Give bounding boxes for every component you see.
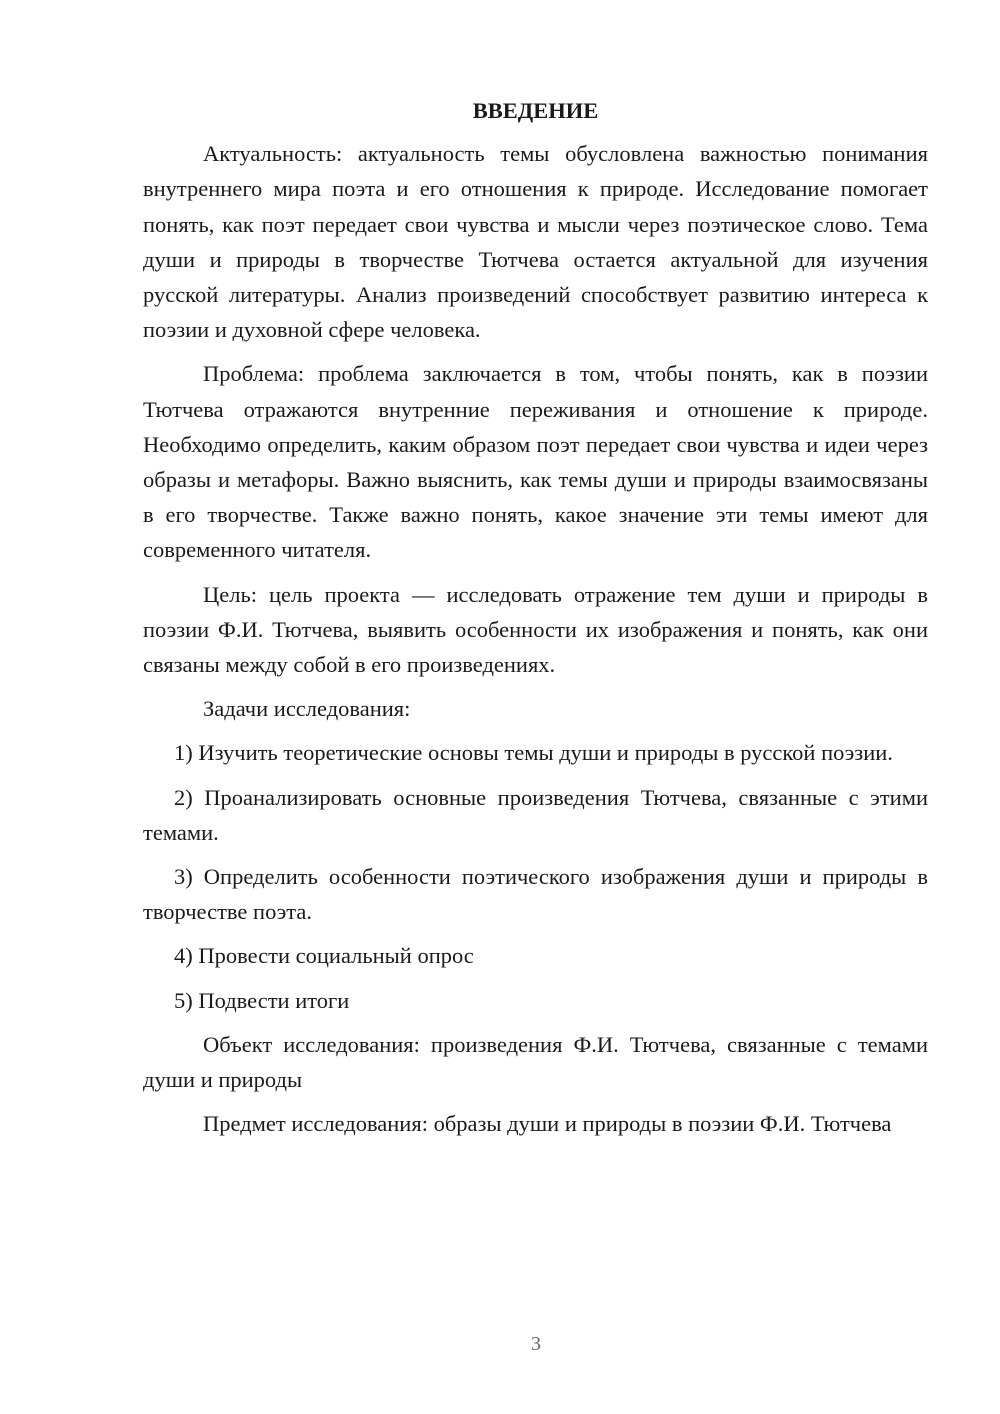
paragraph-subject: Предмет исследования: образы души и природы в поэзии Ф.И. Тютчева [203,1111,892,1137]
paragraph-problem: Проблема: проблема заключается в том, чтобы понять, как в поэзии Тютчева отражаются внутренние переживания и отношение к природе. Необходимо определить, каким образом поэт передает свои чувства и идеи через образы и метафоры. Важно выяснить, как темы души и природы взаимосвязаны в его творчестве. Также важно понять, какое значение эти темы имеют для современного читателя. [143,361,928,563]
paragraph-tasks-heading: Задачи исследования: [203,696,411,722]
page-number: 3 [531,1333,541,1355]
task-item-1: 1) Изучить теоретические основы темы души и природы в русской поэзии. [174,740,893,766]
task-item-4: 4) Провести социальный опрос [174,943,474,969]
paragraph-object: Объект исследования: произведения Ф.И. Тютчева, связанные с темами души и природы [143,1031,928,1093]
task-item-2: 2) Проанализировать основные произведения Тютчева, связанные с этими темами. [143,784,928,845]
page-content [143,93,928,1150]
paragraph-relevance: Актуальность: актуальность темы обусловлена важностью понимания внутреннего мира поэта и его отношения к природе. Исследование помогает понять, как поэт передает свои чувства и мысли через поэтическое слово. Тема души и природы в творчестве Тютчева остается актуальной для изучения русской литературы. Анализ произведений способствует развитию интереса к поэзии и духовной сфере человека. [143,141,928,343]
section-title: ВВЕДЕНИЕ [472,98,599,123]
task-item-3: 3) Определить особенности поэтического изображения души и природы в творчестве поэта. [143,864,928,925]
task-item-5: 5) Подвести итоги [174,987,350,1013]
paragraph-goal: Цель: цель проекта — исследовать отражение тем души и природы в поэзии Ф.И. Тютчева, выявить особенности их изображения и понять, как они связаны между собой в его произведениях. [143,581,928,678]
